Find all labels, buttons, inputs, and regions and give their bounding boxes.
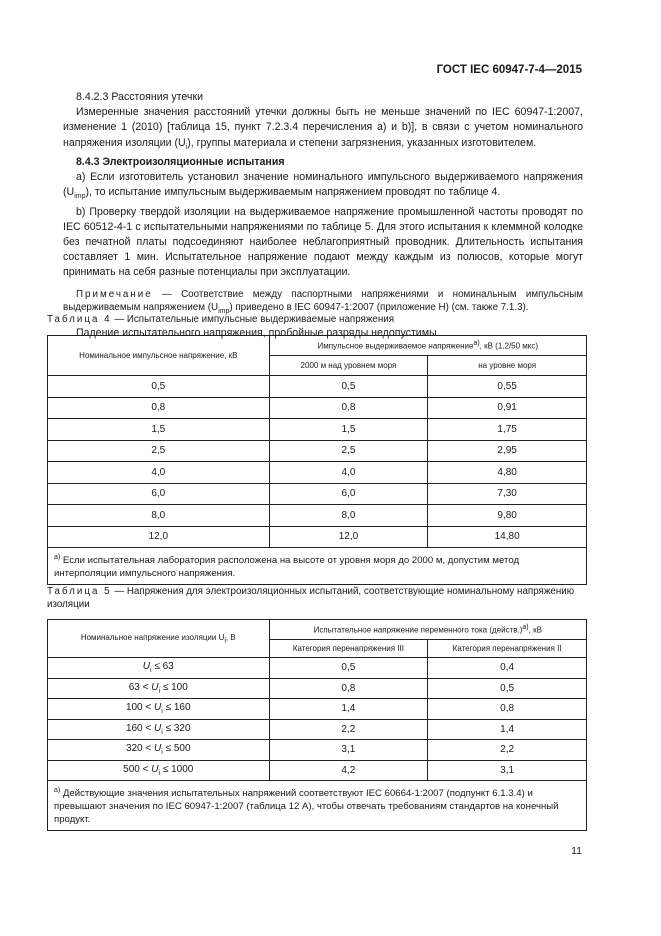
table5-value-cell: 2,2 bbox=[428, 740, 587, 761]
table5-sub-header-cat3: Категория перенапряжения III bbox=[269, 640, 428, 658]
table5-range-cell: $320 < U_i \le 500$ bbox=[48, 740, 270, 761]
table4-cell: 0,5 bbox=[269, 376, 428, 398]
table4-cell: 12,0 bbox=[269, 526, 428, 548]
table4-cell: 8,0 bbox=[48, 505, 270, 527]
table5-range-cell: $500 < U_i \le 1000$ bbox=[48, 760, 270, 781]
table4-row bbox=[48, 462, 587, 484]
table5 bbox=[47, 619, 587, 831]
table4-cell: 0,91 bbox=[428, 397, 587, 419]
section-8423-paragraph: Измеренные значения расстояний утечки должны быть не меньше значений по IEC 60947-1:2007, изменение 1 (2010) [таблица 15, пункт 7.2.3.4 перечисления а) и b)], в связи с учетом номинального напряжения изоляции $(U_i)$, группы материала и степени загрязнения, указанных изготовителем. bbox=[63, 106, 583, 151]
table5-range-cell: $U_i \le 63$ bbox=[48, 658, 270, 679]
table5-row bbox=[48, 760, 587, 781]
table4-cell: 1,5 bbox=[48, 419, 270, 441]
table4-sub-header-altitude: 2000 м над уровнем моря bbox=[269, 356, 428, 376]
note: Примечание — Соответствие между паспортными напряжениями и номинальным импульсным выдерживаемым напряжением $(U_{imp})$ приведено в IEC 60947-1:2007 (приложение Н) (см. также 7.1.3). bbox=[63, 288, 583, 315]
table4-cell: 7,30 bbox=[428, 483, 587, 505]
table4-row bbox=[48, 483, 587, 505]
table5-value-cell: 3,1 bbox=[269, 740, 428, 761]
table4-cell: 14,80 bbox=[428, 526, 587, 548]
table4-cell: 2,5 bbox=[269, 440, 428, 462]
table5-value-cell: 0,8 bbox=[269, 678, 428, 699]
table5-group-header: Испытательное напряжение переменного тока (действ.)$^{а)}$, кВ bbox=[269, 620, 586, 640]
table4-cell: 4,0 bbox=[48, 462, 270, 484]
table5-row bbox=[48, 719, 587, 740]
section-843-item-b: b) Проверку твердой изоляции на выдерживаемое напряжение промышленной частоты проводят по IEC 60512-4-1 с испытательными напряжениями по таблице 5. Для этого испытания к клеммной колодке без печатной платы подсоединяют наиболее неблагоприятный проводник. Длительность испытания составляет 1 мин. Испытательное напряжение подают между каждым из полюсов, которые могут принимать на себя разные потенциалы при эксплуатации. bbox=[63, 205, 583, 279]
table5-col1-header: Номинальное напряжение изоляции $U_i$, В bbox=[48, 620, 270, 658]
table5-range-cell: $100 < U_i \le 160$ bbox=[48, 699, 270, 720]
table5-caption: Таблица 5 — Напряжения для электроизоляционных испытаний, соответствующие номинальному напряжению изоляции bbox=[47, 586, 575, 610]
table4-cell: 4,80 bbox=[428, 462, 587, 484]
table5-range-cell: $63 < U_i \le 100$ bbox=[48, 678, 270, 699]
table4-cell: 1,75 bbox=[428, 419, 587, 441]
table4-cell: 1,5 bbox=[269, 419, 428, 441]
table4-row bbox=[48, 440, 587, 462]
table5-range-cell: $160 < U_i \le 320$ bbox=[48, 719, 270, 740]
table4-cell: 6,0 bbox=[269, 483, 428, 505]
table4-footnote: $^{а)}$ Если испытательная лаборатория расположена на высоте от уровня моря до 2000 м, допустим метод интерполяции импульсного напряжения. bbox=[48, 548, 587, 585]
table5-row bbox=[48, 740, 587, 761]
table4-cell: 9,80 bbox=[428, 505, 587, 527]
standard-title: ГОСТ IEC 60947-7-4—2015 bbox=[436, 64, 582, 76]
table4 bbox=[47, 335, 587, 585]
table4-cell: 2,5 bbox=[48, 440, 270, 462]
table5-value-cell: 0,5 bbox=[428, 678, 587, 699]
table4-cell: 4,0 bbox=[269, 462, 428, 484]
table4-caption: Таблица 4 — Испытательные импульсные выдерживаемые напряжения bbox=[47, 314, 395, 325]
table5-value-cell: 1,4 bbox=[269, 699, 428, 720]
table4-col1-header: Номинальное импульсное напряжение, кВ bbox=[48, 336, 270, 376]
table5-row bbox=[48, 678, 587, 699]
table5-value-cell: 0,8 bbox=[428, 699, 587, 720]
table5-value-cell: 4,2 bbox=[269, 760, 428, 781]
page-number: 11 bbox=[571, 845, 582, 857]
table5-value-cell: 1,4 bbox=[428, 719, 587, 740]
table4-cell: 0,8 bbox=[48, 397, 270, 419]
table5-value-cell: 3,1 bbox=[428, 760, 587, 781]
body-text bbox=[63, 90, 583, 341]
table4-cell: 8,0 bbox=[269, 505, 428, 527]
section-843-item-a: a) Если изготовитель установил значение номинального импульсного выдерживаемого напряжения $(U_{imp})$, то испытание импульсным выдерживаемым напряжением проводят по таблице 4. bbox=[63, 171, 583, 201]
table4-cell: 0,5 bbox=[48, 376, 270, 398]
table4-group-header: Импульсное выдерживаемое напряжение$^{а)}$, кВ (1,2/50 мкс) bbox=[269, 336, 586, 356]
section-8423-title: 8.4.2.3 Расстояния утечки bbox=[76, 91, 203, 103]
table4-row bbox=[48, 505, 587, 527]
table4-row bbox=[48, 526, 587, 548]
table5-value-cell: 2,2 bbox=[269, 719, 428, 740]
table4-cell: 12,0 bbox=[48, 526, 270, 548]
table5-value-cell: 0,4 bbox=[428, 658, 587, 679]
table5-footnote: $^{а)}$ Действующие значения испытательных напряжений соответствуют IEC 60664-1:2007 (подпункт 6.1.3.4) и превышают значения по IEC 60947-1:2007 (таблица 12 А), чтобы отвечать требованиям стандартов на конечный продукт. bbox=[48, 781, 587, 831]
fall-paragraph: Падение испытательного напряжения, пробойные разряды недопустимы. bbox=[76, 327, 440, 340]
table4-cell: 2,95 bbox=[428, 440, 587, 462]
table4-cell: 0,55 bbox=[428, 376, 587, 398]
section-843-title: 8.4.3 Электроизоляционные испытания bbox=[76, 155, 285, 168]
table5-row bbox=[48, 658, 587, 679]
table4-row bbox=[48, 376, 587, 398]
table4-row bbox=[48, 397, 587, 419]
table4-cell: 6,0 bbox=[48, 483, 270, 505]
table5-sub-header-cat2: Категория перенапряжения II bbox=[428, 640, 587, 658]
table4-cell: 0,8 bbox=[269, 397, 428, 419]
table4-row bbox=[48, 419, 587, 441]
table5-value-cell: 0,5 bbox=[269, 658, 428, 679]
table4-sub-header-sea: на уровне моря bbox=[428, 356, 587, 376]
table5-row bbox=[48, 699, 587, 720]
